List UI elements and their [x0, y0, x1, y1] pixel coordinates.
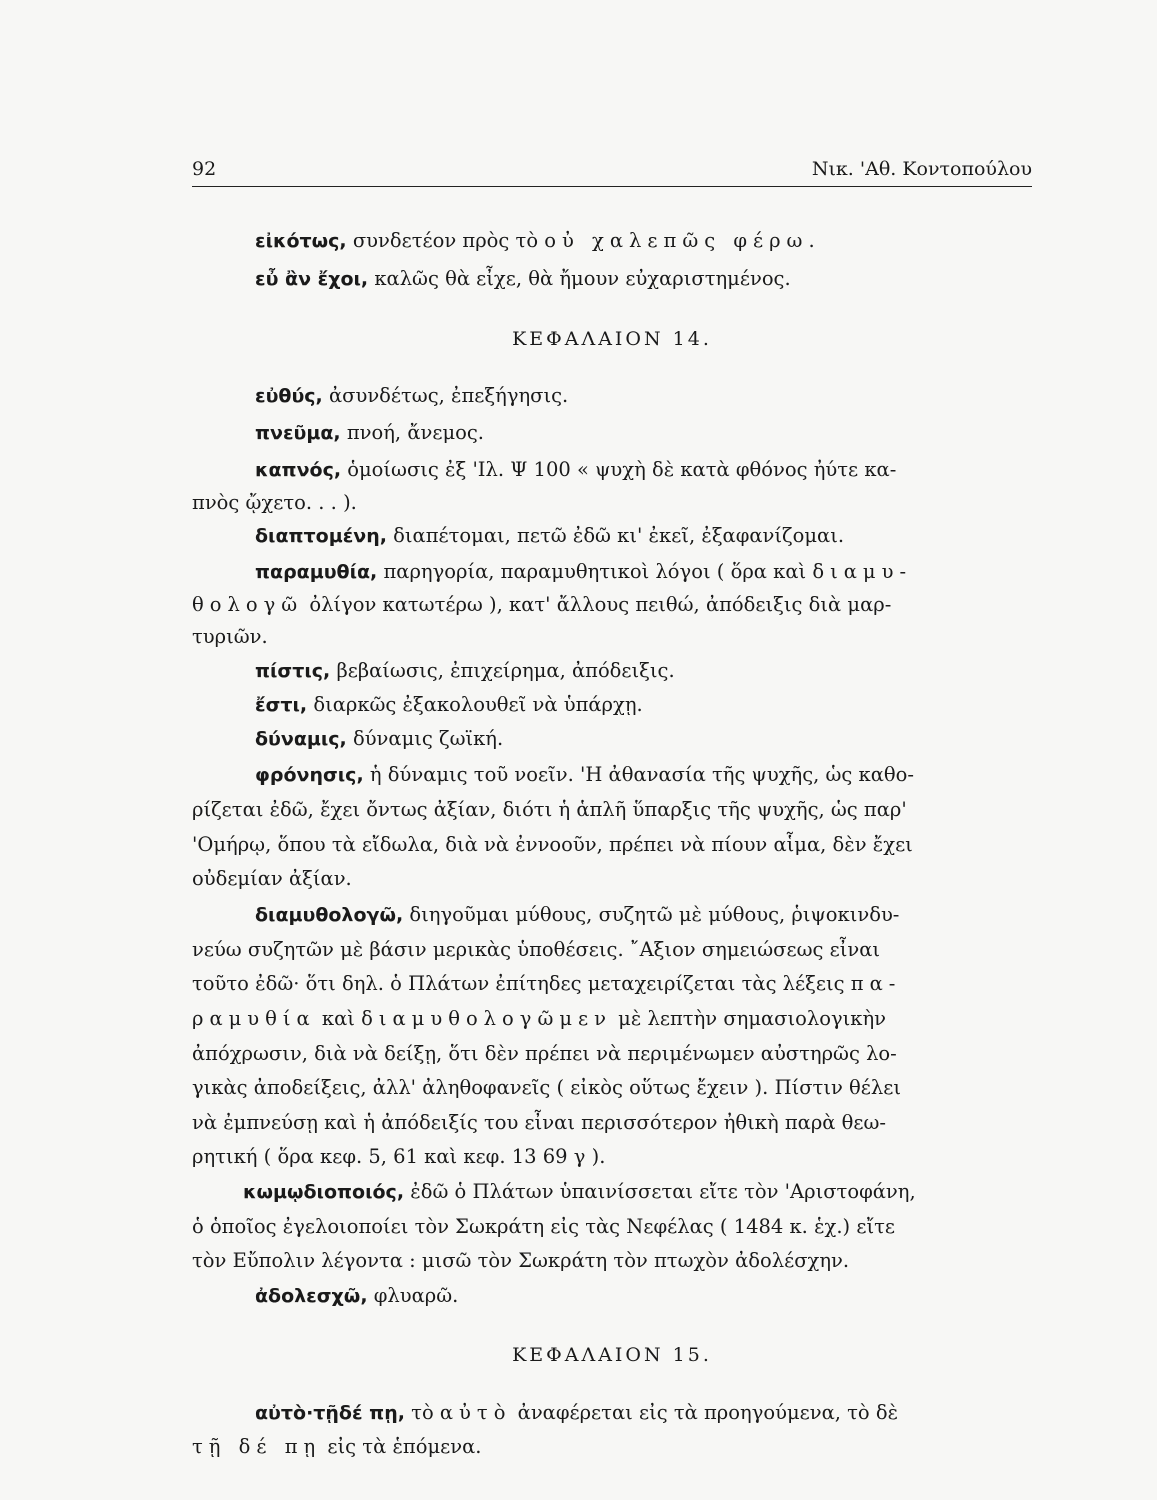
entry-line: εὖ ἂν ἔχοι, καλῶς θὰ εἶχε, θὰ ἤμουν εὐχαριστημένος. — [255, 267, 791, 290]
text-line: θολογῶ ὀλίγον κατωτέρω ), κατ' ἄλλους πειθώ, ἀπόδειξις διὰ μαρ- — [192, 593, 892, 616]
text-line: τῇ δέ πῃ εἰς τὰ ἑπόμενα. — [192, 1435, 482, 1458]
text-line: τυριῶν. — [192, 625, 268, 648]
entry-term: εὐθύς, — [255, 385, 323, 407]
running-header — [192, 158, 1032, 184]
text-line: ραμυθία καὶ διαμυθολογῶμεν μὲ λεπτὴν σημασιολογικὴν — [192, 1007, 886, 1030]
running-head-author: Νικ. 'Αθ. Κοντοπούλου — [811, 158, 1032, 180]
text-line: οὐδεμίαν ἀξίαν. — [192, 867, 352, 890]
entry-term: πίστις, — [255, 660, 331, 682]
entry-line: ἀδολεσχῶ, φλυαρῶ. — [255, 1284, 459, 1307]
entry-term: διαπτομένη, — [255, 525, 387, 547]
header-rule — [192, 186, 1032, 187]
text-line: γικὰς ἀποδείξεις, ἀλλ' ἀληθοφανεῖς ( εἰκὸς οὕτως ἔχειν ). Πίστιν θέλει — [192, 1076, 901, 1099]
entry-line: αὐτὸ·τῇδέ πῃ, τὸ αὐτὸ ἀναφέρεται εἰς τὰ προηγούμενα, τὸ δὲ — [255, 1401, 899, 1424]
entry-term: διαμυθολογῶ, — [255, 904, 404, 926]
entry-line: δύναμις, δύναμις ζωϊκή. — [255, 727, 504, 750]
entry-line: διαπτομένη, διαπέτομαι, πετῶ ἐδῶ κι' ἐκεῖ, ἐξαφανίζομαι. — [255, 524, 845, 547]
text-line: ρητική ( ὅρα κεφ. 5, 61 καὶ κεφ. 13 69 γ ). — [192, 1145, 606, 1168]
entry-line: πνεῦμα, πνοή, ἄνεμος. — [255, 421, 484, 444]
text-line: ἀπόχρωσιν, διὰ νὰ δείξῃ, ὅτι δὲν πρέπει νὰ περιμένωμεν αὐστηρῶς λο- — [192, 1042, 897, 1065]
entry-term: ἔστι, — [255, 694, 308, 716]
entry-term: παραμυθία, — [255, 561, 378, 583]
chapter-heading: ΚΕΦΑΛΑΙΟΝ 15. — [512, 1344, 712, 1366]
entry-term: εἰκότως, — [255, 230, 347, 252]
entry-line: πίστις, βεβαίωσις, ἐπιχείρημα, ἀπόδειξις. — [255, 659, 675, 682]
entry-term: δύναμις, — [255, 728, 347, 750]
text-line: τοῦτο ἐδῶ· ὅτι δηλ. ὁ Πλάτων ἐπίτηδες μεταχειρίζεται τὰς λέξεις πα- — [192, 972, 902, 995]
text-line: τὸν Εὔπολιν λέγοντα : μισῶ τὸν Σωκράτη τὸν πτωχὸν ἀδολέσχην. — [192, 1249, 850, 1272]
entry-term: εὖ ἂν ἔχοι, — [255, 268, 369, 290]
entry-term: καπνός, — [255, 459, 342, 481]
text-line: ρίζεται ἐδῶ, ἔχει ὄντως ἀξίαν, διότι ἡ ἁπλῆ ὕπαρξις τῆς ψυχῆς, ὡς παρ' — [192, 798, 907, 821]
entry-line: ἔστι, διαρκῶς ἐξακολουθεῖ νὰ ὑπάρχῃ. — [255, 693, 643, 716]
page-number: 92 — [192, 158, 217, 180]
entry-term: αὐτὸ·τῇδέ πῃ, — [255, 1402, 405, 1424]
entry-line: εὐθύς, ἀσυνδέτως, ἐπεξήγησις. — [255, 384, 569, 407]
entry-line: διαμυθολογῶ, διηγοῦμαι μύθους, συζητῶ μὲ μύθους, ῥιψοκινδυ- — [255, 903, 900, 926]
entry-term: πνεῦμα, — [255, 422, 341, 444]
text-line: 'Ομήρῳ, ὅπου τὰ εἴδωλα, διὰ νὰ ἐννοοῦν, πρέπει νὰ πίουν αἷμα, δὲν ἔχει — [192, 833, 913, 856]
text-line: νὰ ἐμπνεύσῃ καὶ ἡ ἀπόδειξίς του εἶναι περισσότερον ἠθικὴ παρὰ θεω- — [192, 1111, 886, 1134]
entry-line: εἰκότως, συνδετέον πρὸς τὸ οὐ χαλεπῶς φέρω. — [255, 229, 821, 252]
entry-term: ἀδολεσχῶ, — [255, 1285, 368, 1307]
text-line: πνὸς ᾤχετο. . . ). — [192, 491, 357, 514]
entry-term: κωμῳδιοποιός, — [243, 1181, 405, 1203]
entry-line: καπνός, ὁμοίωσις ἐξ 'Ιλ. Ψ 100 « ψυχὴ δὲ κατὰ φθόνος ἠύτε κα- — [255, 458, 897, 481]
chapter-heading: ΚΕΦΑΛΑΙΟΝ 14. — [512, 328, 712, 350]
entry-line: φρόνησις, ἡ δύναμις τοῦ νοεῖν. 'Η ἀθανασία τῆς ψυχῆς, ὡς καθο- — [255, 763, 914, 786]
entry-term: φρόνησις, — [255, 764, 364, 786]
text-line: νεύω συζητῶν μὲ βάσιν μερικὰς ὑποθέσεις. ῎Αξιον σημειώσεως εἶναι — [192, 938, 881, 961]
entry-line: παραμυθία, παρηγορία, παραμυθητικοὶ λόγοι ( ὅρα καὶ διαμυ- — [255, 560, 913, 583]
entry-line: κωμῳδιοποιός, ἐδῶ ὁ Πλάτων ὑπαινίσσεται εἴτε τὸν 'Αριστοφάνη, — [243, 1180, 916, 1203]
text-line: ὁ ὁποῖος ἐγελοιοποίει τὸν Σωκράτη εἰς τὰς Νεφέλας ( 1484 κ. ἑχ.) εἴτε — [192, 1215, 895, 1238]
